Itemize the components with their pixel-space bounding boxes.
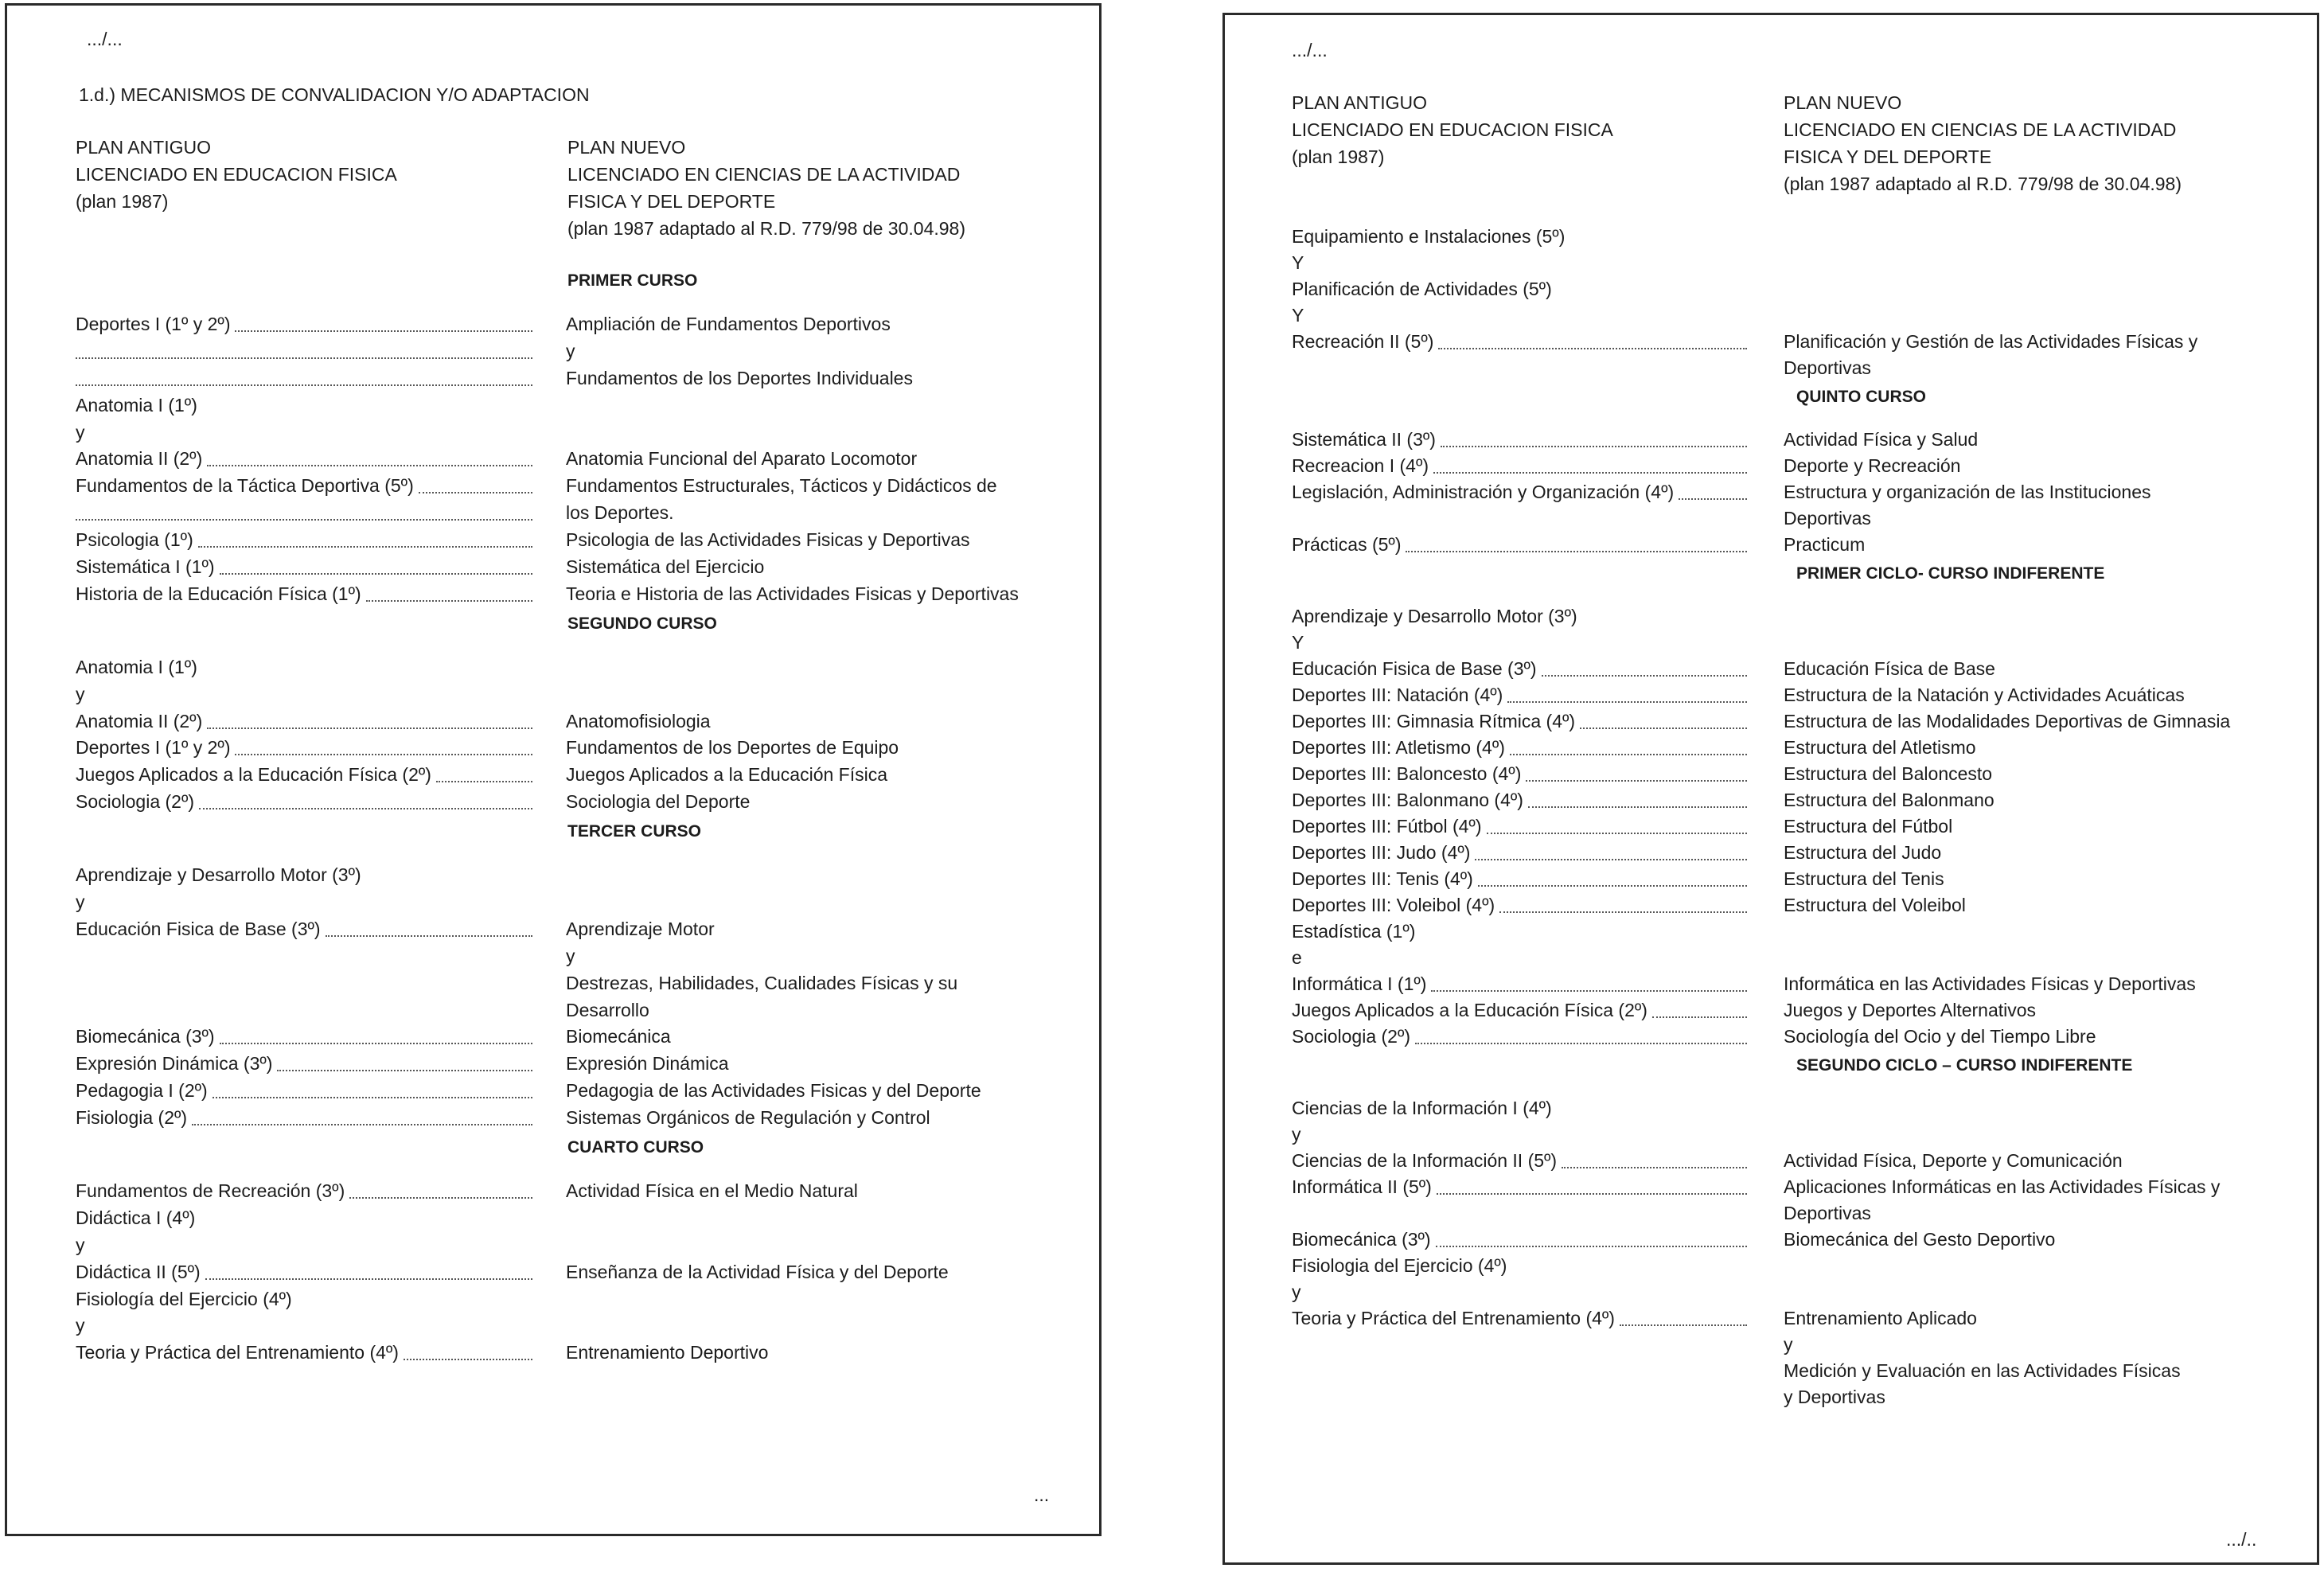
- new-subject: Sistemas Orgánicos de Regulación y Control: [566, 1107, 930, 1129]
- new-subject: Practicum: [1784, 534, 1866, 555]
- new-subject: Deportivas: [1784, 357, 1871, 378]
- new-subject: Actividad Física y Salud: [1784, 429, 1979, 450]
- old-plan-label: PLAN ANTIGUO: [1292, 92, 1427, 113]
- new-subject: Juegos y Deportes Alternativos: [1784, 1000, 2037, 1020]
- dot-leader: [1487, 829, 1747, 834]
- old-subject: Planificación de Actividades (5º): [1292, 279, 1552, 299]
- dot-leader: [1499, 908, 1747, 913]
- old-subject: Deportes I (1º y 2º): [76, 313, 231, 334]
- document-page-left: [5, 3, 1102, 1536]
- new-subject: Actividad Física, Deporte y Comunicación: [1784, 1150, 2123, 1171]
- old-subject: Ciencias de la Información I (4º): [1292, 1098, 1552, 1118]
- dot-leader: [1441, 443, 1747, 447]
- new-subject: Sociología del Ocio y del Tiempo Libre: [1784, 1026, 2096, 1047]
- old-subject: Deportes III: Baloncesto (4º): [1292, 763, 1522, 784]
- dot-leader: [235, 751, 532, 755]
- new-plan-label: PLAN NUEVO: [567, 137, 686, 158]
- dot-leader: [1438, 345, 1747, 349]
- old-subject: Biomecánica (3º): [76, 1026, 215, 1047]
- new-subject: Sociologia del Deporte: [566, 791, 751, 813]
- new-subject: y: [566, 340, 575, 361]
- old-subject: Biomecánica (3º): [1292, 1229, 1431, 1250]
- dot-leader: [1507, 698, 1747, 703]
- dot-leader: [1652, 1013, 1747, 1018]
- old-subject: Didáctica II (5º): [76, 1261, 201, 1282]
- old-subject: y: [76, 1234, 85, 1255]
- new-plan-year: (plan 1987 adaptado al R.D. 779/98 de 30.04.98): [567, 218, 965, 239]
- old-subject: Y: [1292, 252, 1304, 273]
- old-subject: Prácticas (5º): [1292, 534, 1402, 555]
- new-subject: Pedagogia de las Actividades Fisicas y del Deporte: [566, 1080, 981, 1102]
- old-subject: Sistemática I (1º): [76, 556, 215, 577]
- old-subject: Sociologia (2º): [1292, 1026, 1411, 1047]
- old-plan-degree: LICENCIADO EN EDUCACION FISICA: [76, 164, 397, 185]
- continuation-mark-top: .../...: [87, 29, 123, 49]
- old-subject: Expresión Dinámica (3º): [76, 1053, 273, 1075]
- course-heading: QUINTO CURSO: [1796, 388, 1926, 406]
- dot-leader: [277, 1067, 532, 1071]
- old-subject: Fundamentos de Recreación (3º): [76, 1180, 345, 1201]
- new-subject: Fundamentos Estructurales, Tácticos y Didácticos de: [566, 475, 997, 497]
- old-subject: Anatomia II (2º): [76, 710, 203, 731]
- old-subject: Aprendizaje y Desarrollo Motor (3º): [76, 864, 361, 885]
- new-subject: y Deportivas: [1784, 1387, 1885, 1407]
- new-subject: Ampliación de Fundamentos Deportivos: [566, 313, 891, 334]
- dot-leader: [1475, 856, 1747, 860]
- new-subject: los Deportes.: [566, 502, 674, 524]
- new-plan-degree-line2: FISICA Y DEL DEPORTE: [1784, 146, 1992, 167]
- new-subject: Estructura de las Modalidades Deportivas de Gimnasia: [1784, 711, 2231, 731]
- new-subject: Desarrollo: [566, 999, 649, 1020]
- new-subject: Medición y Evaluación en las Actividades Físicas: [1784, 1360, 2181, 1381]
- dot-leader: [1406, 548, 1747, 552]
- old-subject: y: [76, 683, 85, 704]
- dot-leader: [205, 1275, 532, 1280]
- old-subject: Sociologia (2º): [76, 791, 195, 813]
- dot-leader: [1679, 495, 1747, 500]
- old-subject: Aprendizaje y Desarrollo Motor (3º): [1292, 606, 1577, 626]
- new-subject: Aprendizaje Motor: [566, 918, 715, 939]
- old-subject: Deportes III: Fútbol (4º): [1292, 816, 1482, 837]
- new-subject: Entrenamiento Aplicado: [1784, 1308, 1977, 1328]
- dot-leader: [207, 462, 532, 466]
- old-subject: y: [76, 421, 85, 443]
- dot-leader: [199, 805, 532, 809]
- dot-leader: [235, 327, 532, 332]
- new-subject: Fundamentos de los Deportes Individuales: [566, 367, 913, 388]
- new-subject: Deportivas: [1784, 508, 1871, 529]
- dot-leader: [1431, 987, 1747, 992]
- new-subject: Biomecánica: [566, 1026, 671, 1047]
- dot-leader: [1433, 469, 1747, 474]
- old-subject: Juegos Aplicados a la Educación Física (2º): [1292, 1000, 1647, 1020]
- continuation-mark-top: .../...: [1292, 40, 1328, 60]
- old-subject: Fisiologia (2º): [76, 1107, 188, 1129]
- old-subject: Deportes III: Tenis (4º): [1292, 868, 1473, 889]
- new-subject: Sistemática del Ejercicio: [566, 556, 765, 577]
- continuation-mark-bottom: ...: [1034, 1484, 1050, 1505]
- course-heading: PRIMER CURSO: [567, 271, 698, 290]
- old-subject: Pedagogia I (2º): [76, 1080, 208, 1102]
- new-subject: Estructura del Voleibol: [1784, 895, 1966, 915]
- old-subject: Y: [1292, 632, 1304, 653]
- dot-leader: [404, 1356, 532, 1360]
- old-plan-label: PLAN ANTIGUO: [76, 137, 211, 158]
- dot-leader: [207, 724, 532, 729]
- dot-leader: [76, 381, 532, 386]
- dot-leader: [366, 597, 532, 602]
- document-page-right: [1222, 13, 2319, 1565]
- dot-leader: [349, 1194, 532, 1199]
- course-heading: SEGUNDO CURSO: [567, 614, 717, 633]
- new-subject: Deportivas: [1784, 1203, 1871, 1223]
- course-heading: CUARTO CURSO: [567, 1138, 704, 1157]
- old-subject: Estadística (1º): [1292, 921, 1416, 942]
- old-subject: Didáctica I (4º): [76, 1207, 196, 1228]
- old-subject: Ciencias de la Información II (5º): [1292, 1150, 1558, 1171]
- dot-leader: [198, 543, 532, 548]
- new-subject: Estructura del Baloncesto: [1784, 763, 1993, 784]
- new-subject: Aplicaciones Informáticas en las Actividades Físicas y: [1784, 1176, 2221, 1197]
- dot-leader: [1542, 672, 1747, 677]
- new-subject: Estructura y organización de las Instituciones: [1784, 482, 2151, 502]
- continuation-mark-bottom: .../..: [2226, 1529, 2257, 1550]
- new-subject: Entrenamiento Deportivo: [566, 1342, 769, 1363]
- dot-leader: [1510, 751, 1747, 755]
- old-subject: e: [1292, 947, 1302, 968]
- dot-leader: [1436, 1242, 1747, 1247]
- old-subject: Informática I (1º): [1292, 973, 1427, 994]
- old-subject: Y: [1292, 305, 1304, 326]
- old-subject: Deportes I (1º y 2º): [76, 737, 231, 759]
- new-subject: Educación Física de Base: [1784, 658, 1995, 679]
- dot-leader: [1580, 724, 1747, 729]
- old-subject: Educación Fisica de Base (3º): [1292, 658, 1537, 679]
- course-heading: TERCER CURSO: [567, 822, 702, 841]
- dot-leader: [192, 1121, 532, 1125]
- new-subject: y: [1784, 1334, 1793, 1355]
- dot-leader: [419, 489, 532, 493]
- old-subject: Teoria y Práctica del Entrenamiento (4º): [76, 1342, 399, 1363]
- new-subject: Enseñanza de la Actividad Física y del Deporte: [566, 1261, 949, 1282]
- dot-leader: [1526, 777, 1747, 782]
- dot-leader: [220, 1040, 532, 1044]
- dot-leader: [76, 354, 532, 359]
- dot-leader: [1562, 1164, 1747, 1168]
- old-subject: Deportes III: Balonmano (4º): [1292, 790, 1523, 810]
- new-plan-label: PLAN NUEVO: [1784, 92, 1902, 113]
- new-subject: y: [566, 945, 575, 966]
- dot-leader: [1437, 1190, 1747, 1195]
- old-subject: Deportes III: Atletismo (4º): [1292, 737, 1505, 758]
- new-subject: Actividad Física en el Medio Natural: [566, 1180, 858, 1201]
- new-subject: Psicologia de las Actividades Fisicas y Deportivas: [566, 529, 970, 551]
- dot-leader: [213, 1094, 532, 1098]
- new-plan-year: (plan 1987 adaptado al R.D. 779/98 de 30.04.98): [1784, 174, 2182, 194]
- course-heading: SEGUNDO CICLO – CURSO INDIFERENTE: [1796, 1056, 2133, 1075]
- new-subject: Biomecánica del Gesto Deportivo: [1784, 1229, 2056, 1250]
- new-subject: Destrezas, Habilidades, Cualidades Físicas y su: [566, 972, 958, 993]
- new-subject: Deporte y Recreación: [1784, 455, 1961, 476]
- old-subject: Deportes III: Natación (4º): [1292, 685, 1503, 705]
- new-subject: Juegos Aplicados a la Educación Física: [566, 764, 888, 786]
- dot-leader: [436, 778, 532, 782]
- new-plan-degree-line1: LICENCIADO EN CIENCIAS DE LA ACTIVIDAD: [1784, 119, 2177, 140]
- dot-leader: [1415, 1040, 1747, 1044]
- new-plan-degree-line1: LICENCIADO EN CIENCIAS DE LA ACTIVIDAD: [567, 164, 961, 185]
- old-subject: Sistemática II (3º): [1292, 429, 1436, 450]
- dot-leader: [220, 570, 532, 575]
- old-subject: Deportes III: Voleibol (4º): [1292, 895, 1495, 915]
- old-subject: y: [76, 891, 85, 912]
- dot-leader: [1478, 882, 1747, 887]
- old-subject: Deportes III: Judo (4º): [1292, 842, 1471, 863]
- old-subject: Deportes III: Gimnasia Rítmica (4º): [1292, 711, 1576, 731]
- old-plan-degree: LICENCIADO EN EDUCACION FISICA: [1292, 119, 1613, 140]
- new-plan-degree-line2: FISICA Y DEL DEPORTE: [567, 191, 776, 212]
- new-subject: Estructura del Fútbol: [1784, 816, 1953, 837]
- old-subject: y: [1292, 1281, 1301, 1302]
- old-subject: y: [76, 1315, 85, 1336]
- course-heading: PRIMER CICLO- CURSO INDIFERENTE: [1796, 564, 2105, 583]
- old-plan-year: (plan 1987): [1292, 146, 1385, 167]
- old-subject: Informática II (5º): [1292, 1176, 1432, 1197]
- new-subject: Estructura del Tenis: [1784, 868, 1944, 889]
- dot-leader: [1620, 1321, 1747, 1326]
- old-subject: Educación Fisica de Base (3º): [76, 918, 321, 939]
- old-subject: y: [1292, 1124, 1301, 1145]
- old-subject: Juegos Aplicados a la Educación Física (2º): [76, 764, 431, 786]
- new-subject: Estructura del Atletismo: [1784, 737, 1976, 758]
- old-subject: Legislación, Administración y Organización (4º): [1292, 482, 1675, 502]
- old-subject: Recreación II (5º): [1292, 331, 1434, 352]
- dot-leader: [326, 932, 532, 937]
- new-subject: Planificación y Gestión de las Actividades Físicas y: [1784, 331, 2198, 352]
- new-subject: Fundamentos de los Deportes de Equipo: [566, 737, 899, 759]
- old-subject: Fisiología del Ejercicio (4º): [76, 1288, 292, 1309]
- new-subject: Informática en las Actividades Físicas y Deportivas: [1784, 973, 2196, 994]
- old-subject: Anatomia I (1º): [76, 394, 197, 415]
- new-subject: Estructura del Balonmano: [1784, 790, 1995, 810]
- old-subject: Equipamiento e Instalaciones (5º): [1292, 226, 1566, 247]
- old-subject: Fisiologia del Ejercicio (4º): [1292, 1255, 1507, 1276]
- old-subject: Historia de la Educación Física (1º): [76, 583, 361, 604]
- dot-leader: [76, 516, 532, 521]
- section-title: 1.d.) MECANISMOS DE CONVALIDACION Y/O ADAPTACION: [79, 84, 590, 105]
- dot-leader: [1528, 803, 1747, 808]
- new-subject: Estructura de la Natación y Actividades Acuáticas: [1784, 685, 2185, 705]
- new-subject: Anatomofisiologia: [566, 710, 711, 731]
- old-subject: Psicologia (1º): [76, 529, 193, 551]
- new-subject: Teoria e Historia de las Actividades Fisicas y Deportivas: [566, 583, 1019, 604]
- old-subject: Recreacion I (4º): [1292, 455, 1429, 476]
- old-subject: Anatomia II (2º): [76, 448, 203, 470]
- old-subject: Teoria y Práctica del Entrenamiento (4º): [1292, 1308, 1615, 1328]
- old-subject: Anatomia I (1º): [76, 656, 197, 677]
- new-subject: Anatomia Funcional del Aparato Locomotor: [566, 448, 918, 470]
- old-subject: Fundamentos de la Táctica Deportiva (5º): [76, 475, 414, 497]
- old-plan-year: (plan 1987): [76, 191, 169, 212]
- new-subject: Expresión Dinámica: [566, 1053, 729, 1075]
- new-subject: Estructura del Judo: [1784, 842, 1942, 863]
